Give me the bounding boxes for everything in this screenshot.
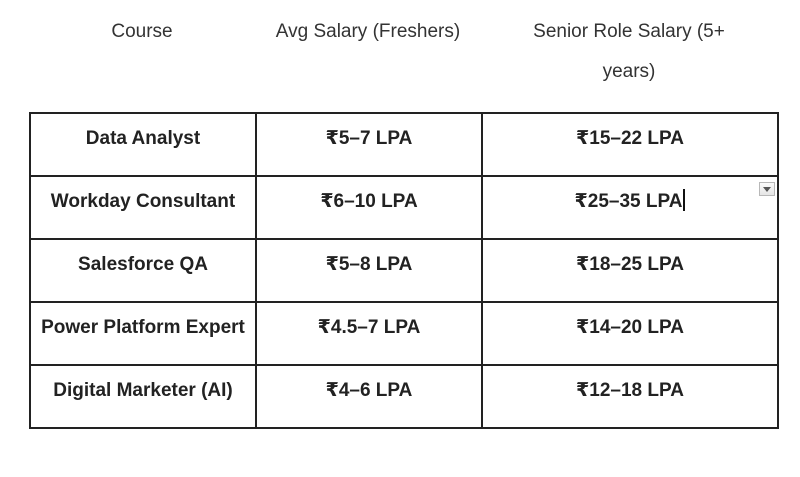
table-row: [30, 239, 778, 302]
text-cursor: [683, 189, 685, 211]
fresher-salary-cell[interactable]: ₹6–10 LPA: [256, 176, 482, 239]
table-row: [30, 365, 778, 428]
table-header-row: [29, 0, 777, 112]
column-header-course: Course: [111, 21, 173, 42]
table-row: [30, 302, 778, 365]
senior-salary-cell-active[interactable]: [482, 176, 778, 239]
column-header-senior-salary: Senior Role Salary (5+ years): [533, 21, 725, 82]
course-cell[interactable]: Power Platform Expert: [30, 302, 256, 365]
course-cell[interactable]: Salesforce QA: [30, 239, 256, 302]
course-cell[interactable]: Workday Consultant: [30, 176, 256, 239]
fresher-salary-cell[interactable]: ₹5–8 LPA: [256, 239, 482, 302]
fresher-salary-cell[interactable]: ₹4–6 LPA: [256, 365, 482, 428]
fresher-salary-cell[interactable]: ₹4.5–7 LPA: [256, 302, 482, 365]
table-row: [30, 113, 778, 176]
senior-salary-cell[interactable]: ₹15–22 LPA: [482, 113, 778, 176]
salary-table: [29, 112, 779, 429]
fresher-salary-cell[interactable]: ₹5–7 LPA: [256, 113, 482, 176]
senior-salary-value[interactable]: ₹25–35 LPA: [574, 191, 683, 212]
course-cell[interactable]: Data Analyst: [30, 113, 256, 176]
senior-salary-cell[interactable]: ₹14–20 LPA: [482, 302, 778, 365]
chevron-down-icon[interactable]: [759, 182, 775, 196]
course-cell[interactable]: Digital Marketer (AI): [30, 365, 256, 428]
senior-salary-cell[interactable]: ₹12–18 LPA: [482, 365, 778, 428]
senior-salary-cell[interactable]: ₹18–25 LPA: [482, 239, 778, 302]
column-header-fresher-salary: Avg Salary (Freshers): [275, 21, 461, 42]
table-row: [30, 176, 778, 239]
